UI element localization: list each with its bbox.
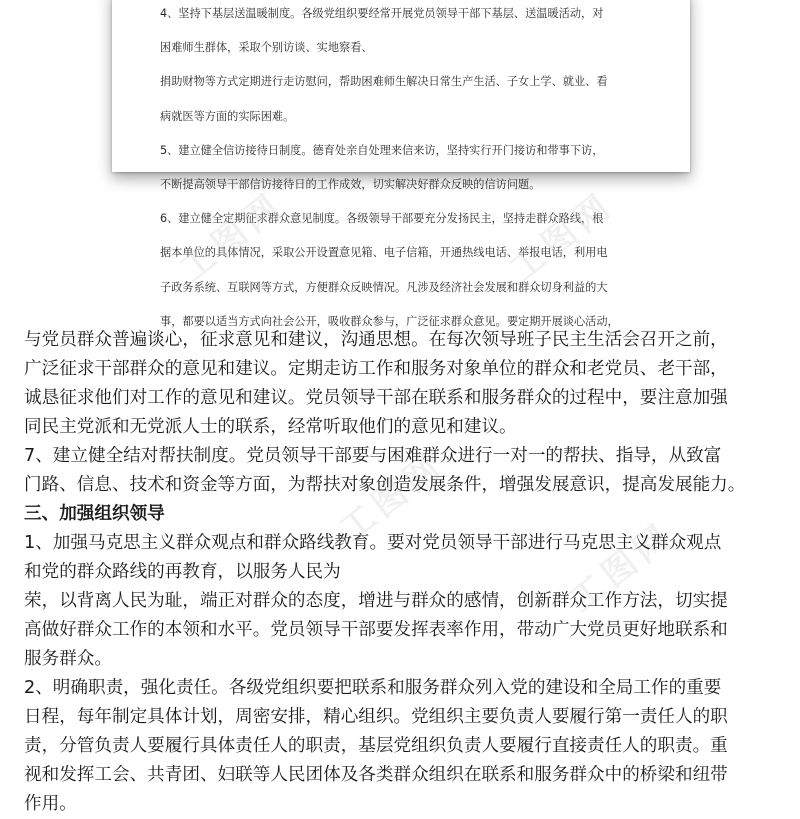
preview-line: 子政务系统、互联网等方式，方便群众反映情况。凡涉及经济社会发展和群众切身利益的大 — [160, 280, 608, 294]
body-line: 作用。 — [24, 794, 77, 814]
body-line: 门路、信息、技术和资金等方面，为帮扶对象创造发展条件，增强发展意识，提高发展能力。 — [24, 475, 746, 495]
preview-text — [160, 0, 660, 347]
preview-line: 困难师生群体，采取个别访谈、实地察看、 — [160, 41, 373, 55]
body-line: 责，分管负责人要履行具体责任人的职责，基层党组织负责人要履行直接责任人的职责。重 — [24, 736, 728, 756]
watermark: 工图网 — [332, 444, 452, 550]
document-body — [24, 326, 784, 819]
body-line: 与党员群众普遍谈心，征求意见和建议，沟通思想。在每次领导班子民主生活会召开之前， — [24, 330, 728, 350]
body-line: 和党的群众路线的再教育，以服务人民为 — [24, 562, 341, 582]
body-line: 日程，每年制定具体计划，周密安排，精心组织。党组织主要负责人要履行第一责任人的职 — [24, 707, 728, 727]
watermark: 工图网 — [562, 514, 682, 620]
body-line: 高做好群众工作的本领和水平。党员领导干部要发挥表率作用，带动广大党员更好地联系和 — [24, 620, 728, 640]
watermark: 工图网 — [502, 184, 622, 290]
preview-line: 病就医等方面的实际困难。 — [160, 109, 295, 123]
preview-line: 捐助财物等方式定期进行走访慰问，帮助困难师生解决日常生产生活、子女上学、就业、看 — [160, 75, 608, 89]
body-line: 1、加强马克思主义群众观点和群众路线教育。要对党员领导干部进行马克思主义群众观点 — [24, 533, 722, 553]
document-preview-area — [0, 0, 800, 328]
preview-line: 4、坚持下基层送温暖制度。各级党组织要经常开展党员领导干部下基层、送温暖活动，对 — [160, 7, 604, 21]
body-line: 7、建立健全结对帮扶制度。党员领导干部要与困难群众进行一对一的帮扶、指导，从致富 — [24, 446, 722, 466]
body-line: 2、明确职责，强化责任。各级党组织要把联系和服务群众列入党的建设和全局工作的重要 — [24, 678, 722, 698]
body-line: 视和发挥工会、共青团、妇联等人民团体及各类群众组织在联系和服务群众中的桥梁和纽带 — [24, 765, 728, 785]
watermark: 工图网 — [172, 184, 292, 290]
preview-line: 6、建立健全定期征求群众意见制度。各级领导干部要充分发扬民主，坚持走群众路线，根 — [160, 212, 604, 226]
preview-line: 事，都要以适当方式向社会公开，吸收群众参与，广泛征求群众意见。要定期开展谈心活动， — [160, 314, 619, 328]
preview-line: 据本单位的具体情况，采取公开设置意见箱、电子信箱，开通热线电话、举报电话，利用电 — [160, 246, 608, 260]
section-heading: 三、加强组织领导 — [24, 504, 165, 524]
body-line: 广泛征求干部群众的意见和建议。定期走访工作和服务对象单位的群众和老党员、老干部， — [24, 359, 728, 379]
body-line: 诚恳征求他们对工作的意见和建议。党员领导干部在联系和服务群众的过程中，要注意加强 — [24, 388, 728, 408]
preview-line: 不断提高领导干部信访接待日的工作成效，切实解决好群众反映的信访问题。 — [160, 178, 541, 192]
body-line: 同民主党派和无党派人士的联系，经常听取他们的意见和建议。 — [24, 417, 517, 437]
body-line: 服务群众。 — [24, 649, 112, 669]
preview-line: 5、建立健全信访接待日制度。德育处亲自处理来信来访，坚持实行开门接访和带事下访， — [160, 143, 604, 157]
body-line: 荣，以背离人民为耻，端正对群众的态度，增进与群众的感情，创新群众工作方法，切实提 — [24, 591, 728, 611]
